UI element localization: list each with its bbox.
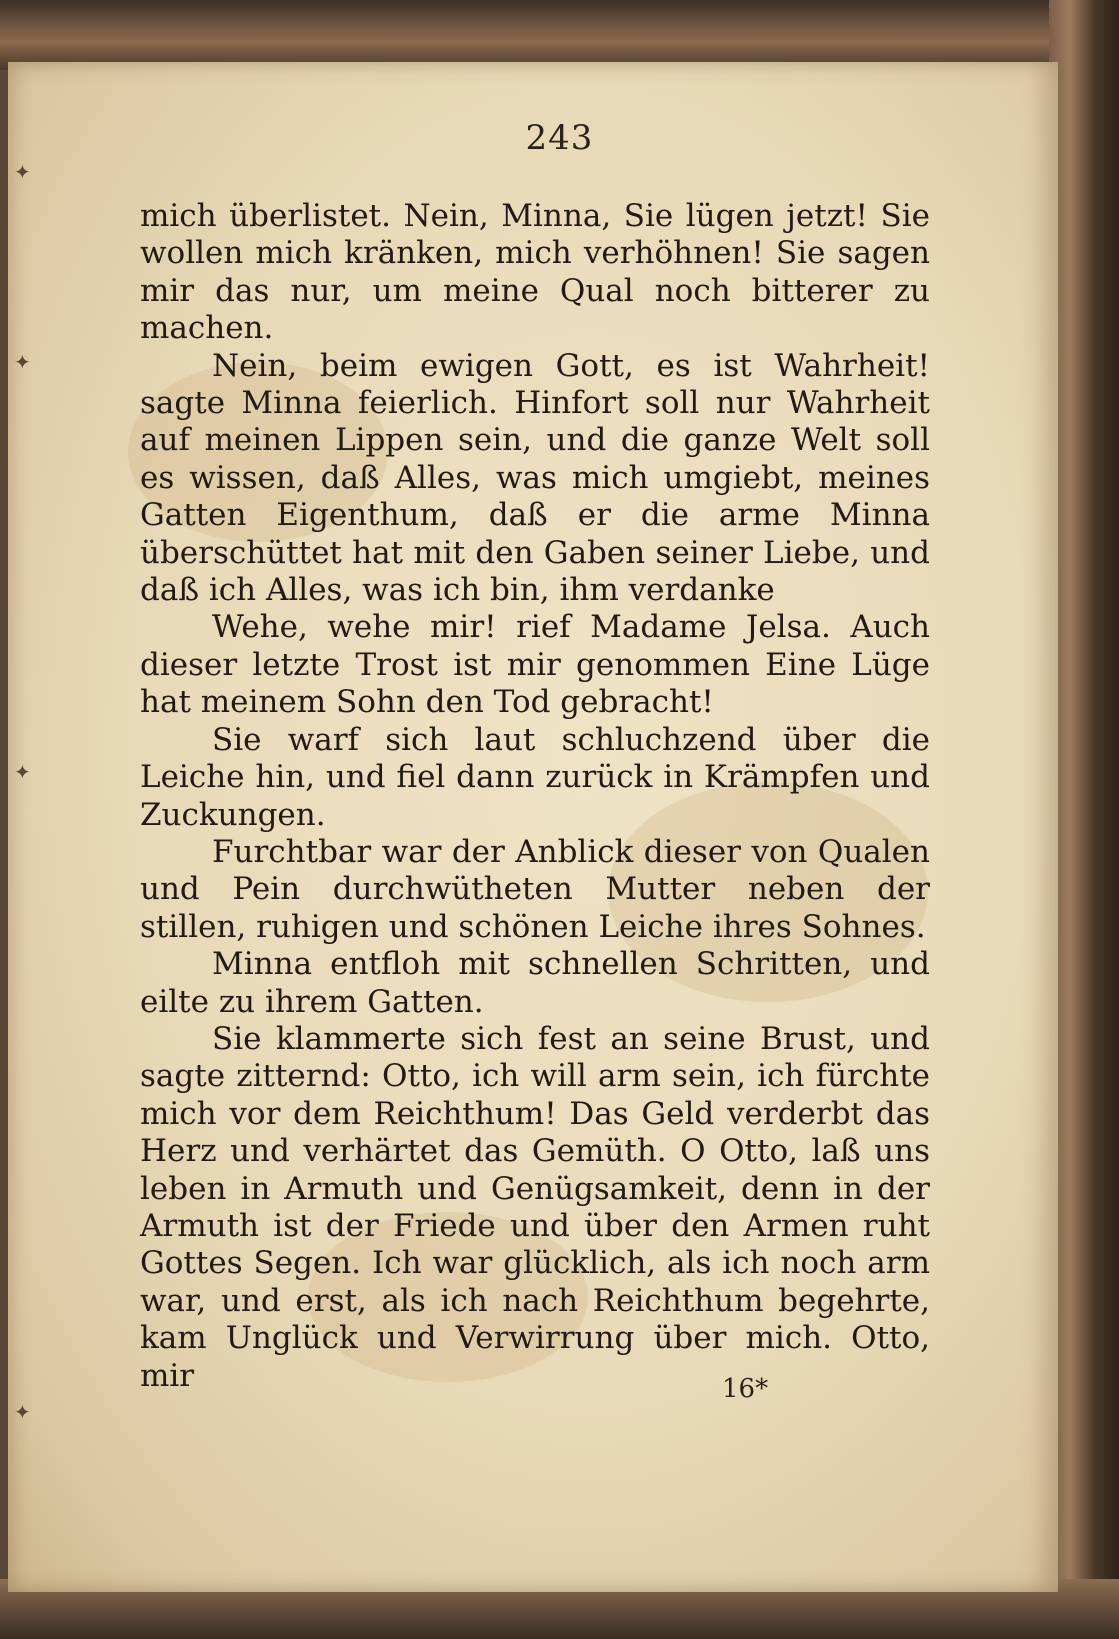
paragraph: mich überlistet. Nein, Minna, Sie lügen jetzt! Sie wollen mich kränken, mich verhöhnen! Sie sagen mir das nur, um meine Qual noch bitterer zu machen. xyxy=(140,198,930,347)
paragraph: Sie warf sich laut schluchzend über die Leiche hin, und fiel dann zurück in Krämpfen und Zuckungen. xyxy=(140,721,930,833)
page-body-text xyxy=(140,198,930,1395)
paragraph: Sie klammerte sich fest an seine Brust, und sagte zitternd: Otto, ich will arm sein, ich fürchte mich vor dem Reichthum! Das Geld verderbt das Herz und verhärtet das Gemüth. O Otto, laß uns leben in Armuth und Genügsamkeit, denn in der Armuth ist der Friede und über den Armen ruht Gottes Segen. Ich war glücklich, als ich noch arm war, und erst, als ich nach Reichthum begehrte, kam Unglück und Verwirrung über mich. Otto, mir xyxy=(140,1020,930,1394)
paragraph: Nein, beim ewigen Gott, es ist Wahrheit! sagte Minna feierlich. Hinfort soll nur Wahrheit auf meinen Lippen sein, und die ganze Welt soll es wissen, daß Alles, was mich umgiebt, meines Gatten Eigenthum, daß er die arme Minna überschüttet hat mit den Gaben seiner Liebe, und daß ich Alles, was ich bin, ihm verdanke xyxy=(140,347,930,609)
paragraph: Wehe, wehe mir! rief Madame Jelsa. Auch dieser letzte Trost ist mir genommen Eine Lüge hat meinem Sohn den Tod gebracht! xyxy=(140,609,930,721)
paragraph: Minna entfloh mit schnellen Schritten, und eilte zu ihrem Gatten. xyxy=(140,946,930,1020)
page-number: 243 xyxy=(525,118,594,158)
margin-mark: ✦ xyxy=(14,1400,31,1424)
paragraph: Furchtbar war der Anblick dieser von Qualen und Pein durchwütheten Mutter neben der stillen, ruhigen und schönen Leiche ihres Sohnes. xyxy=(140,833,930,945)
margin-mark: ✦ xyxy=(14,760,31,784)
book-binding-top xyxy=(0,0,1119,70)
book-binding-spine xyxy=(1049,0,1119,1639)
signature-mark: 16* xyxy=(722,1374,769,1404)
margin-mark: ✦ xyxy=(14,160,31,184)
margin-mark: ✦ xyxy=(14,350,31,374)
